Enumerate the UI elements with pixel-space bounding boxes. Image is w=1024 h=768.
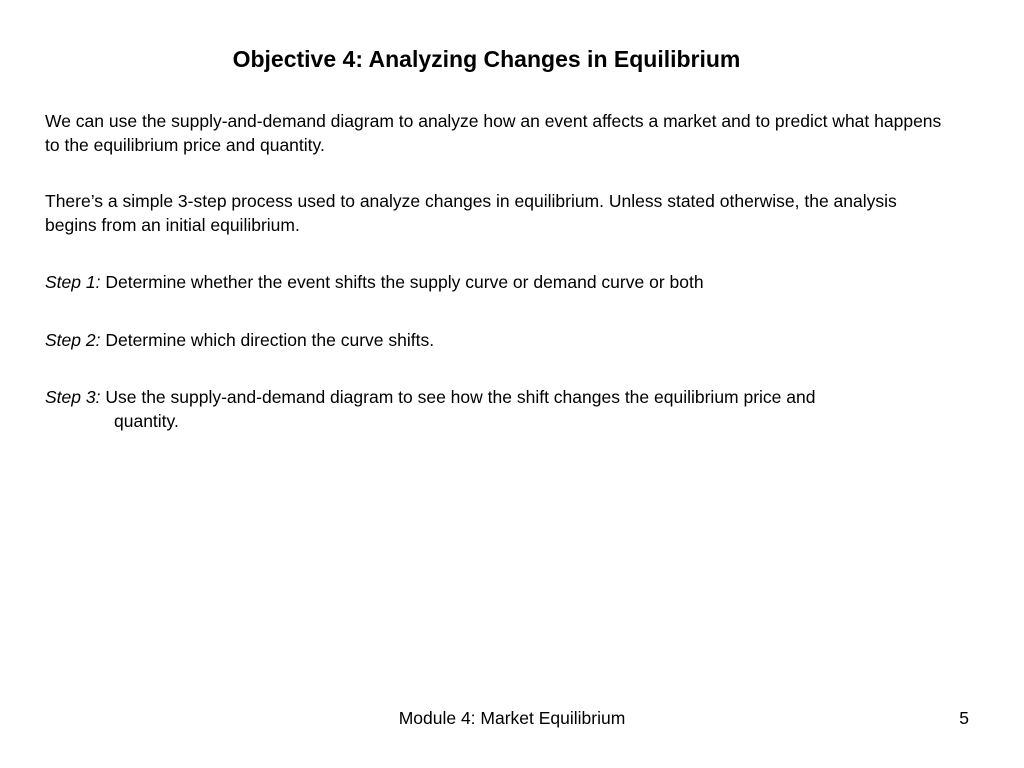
step-2	[45, 328, 945, 352]
step-1-text: Determine whether the event shifts the supply curve or demand curve or both	[105, 272, 704, 292]
page-number: 5	[959, 708, 969, 728]
step-3-text: Use the supply-and-demand diagram to see how the shift changes the equilibrium price and	[105, 387, 816, 407]
step-1	[45, 270, 945, 294]
intro-paragraph: We can use the supply-and-demand diagram to analyze how an event affects a market and to predict what happens to the equilibrium price and quantity.	[45, 111, 942, 155]
step-3-continuation: quantity.	[114, 411, 179, 431]
step-1-label: Step 1:	[45, 272, 101, 292]
step-3-label: Step 3:	[45, 387, 101, 407]
step-2-label: Step 2:	[45, 330, 101, 350]
process-paragraph: There’s a simple 3-step process used to analyze changes in equilibrium. Unless stated otherwise, the analysis begins from an initial equilibrium.	[45, 191, 897, 235]
step-3	[45, 385, 945, 433]
step-2-text: Determine which direction the curve shifts.	[105, 330, 435, 350]
footer-text: Module 4: Market Equilibrium	[398, 708, 626, 728]
slide-title: Objective 4: Analyzing Changes in Equilibrium	[232, 46, 741, 72]
